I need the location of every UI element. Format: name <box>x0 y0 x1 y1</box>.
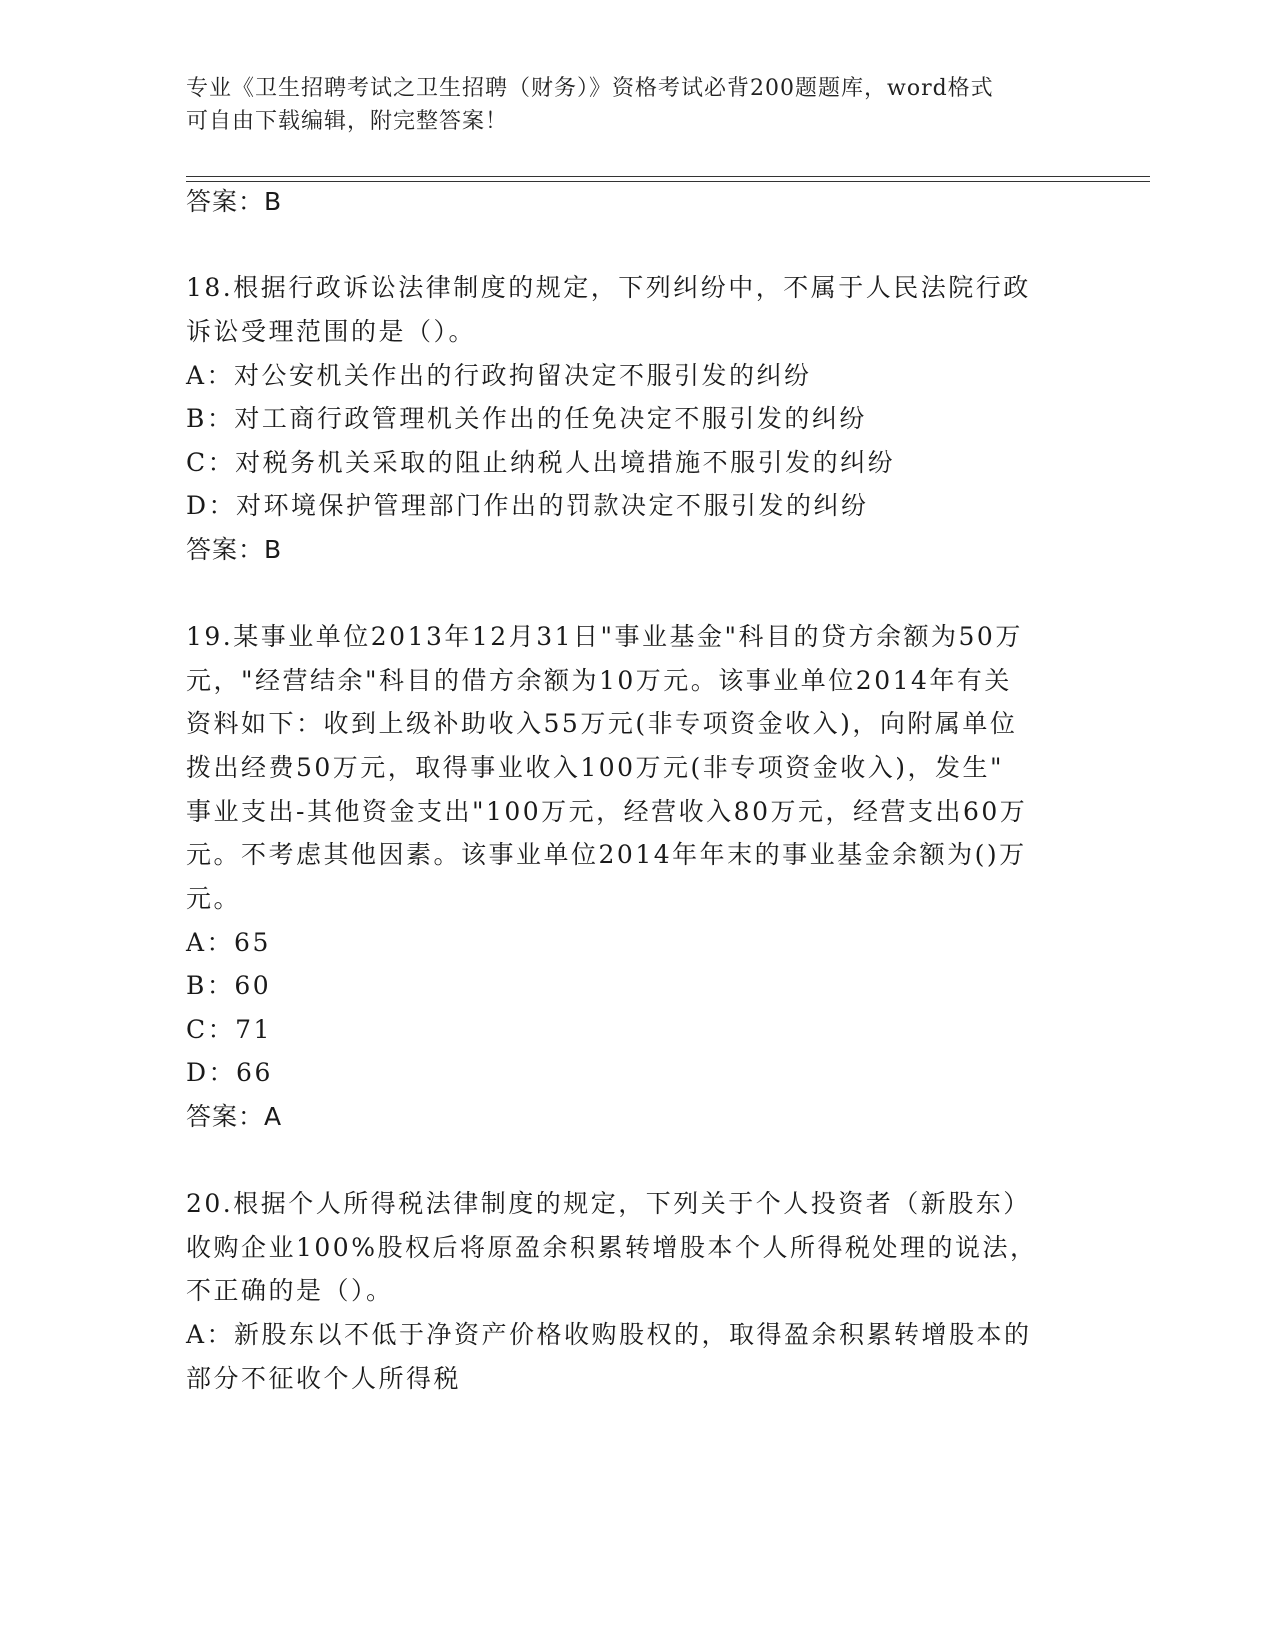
option-b: B：60 <box>186 971 272 1000</box>
option-d: D：对环境保护管理部门作出的罚款决定不服引发的纠纷 <box>186 491 869 520</box>
answer-label: 答案：A <box>186 1102 283 1131</box>
option-b: B：对工商行政管理机关作出的任免决定不服引发的纠纷 <box>186 404 867 433</box>
header-line-1: 专业《卫生招聘考试之卫生招聘（财务）》资格考试必背200题题库，word格式 <box>186 76 994 101</box>
question-stem-line: 元。不考虑其他因素。该事业单位2014年年末的事业基金余额为()万 <box>186 840 1027 869</box>
header-rule-bottom <box>186 181 1150 182</box>
question-stem-line: 诉讼受理范围的是（）。 <box>186 317 477 346</box>
question-stem-line: 元。 <box>186 884 242 913</box>
option-c: C：对税务机关采取的阻止纳税人出境措施不服引发的纠纷 <box>186 448 896 477</box>
question-stem-line: 20.根据个人所得税法律制度的规定，下列关于个人投资者（新股东） <box>186 1189 1031 1218</box>
option-a: A：新股东以不低于净资产价格收购股权的，取得盈余积累转增股本的 <box>186 1320 1032 1349</box>
question-stem-line: 元，"经营结余"科目的借方余额为10万元。该事业单位2014年有关 <box>186 666 1012 695</box>
question-stem-line: 收购企业100%股权后将原盈余积累转增股本个人所得税处理的说法， <box>186 1233 1038 1262</box>
option-a: A：对公安机关作出的行政拘留决定不服引发的纠纷 <box>186 361 812 390</box>
option-c: C：71 <box>186 1015 272 1044</box>
question-stem-line: 拨出经费50万元，取得事业收入100万元(非专项资金收入)，发生" <box>186 753 1005 782</box>
answer-label: 答案：B <box>186 535 283 564</box>
option-d: D：66 <box>186 1058 273 1087</box>
question-stem-line: 不正确的是（）。 <box>186 1276 394 1305</box>
header-line-2: 可自由下载编辑，附完整答案！ <box>186 109 509 134</box>
question-stem-line: 18.根据行政诉讼法律制度的规定，下列纠纷中，不属于人民法院行政 <box>186 273 1031 302</box>
question-stem-line: 19.某事业单位2013年12月31日"事业基金"科目的贷方余额为50万 <box>186 622 1023 651</box>
question-stem-line: 资料如下：收到上级补助收入55万元(非专项资金收入)，向附属单位 <box>186 709 1018 738</box>
answer-label: 答案：B <box>186 187 283 216</box>
option-a: A：65 <box>186 928 271 957</box>
document-header <box>186 72 1066 138</box>
header-rule-top <box>186 176 1150 177</box>
option-a-continuation: 部分不征收个人所得税 <box>186 1364 462 1393</box>
question-stem-line: 事业支出-其他资金支出"100万元，经营收入80万元，经营支出60万 <box>186 797 1028 826</box>
